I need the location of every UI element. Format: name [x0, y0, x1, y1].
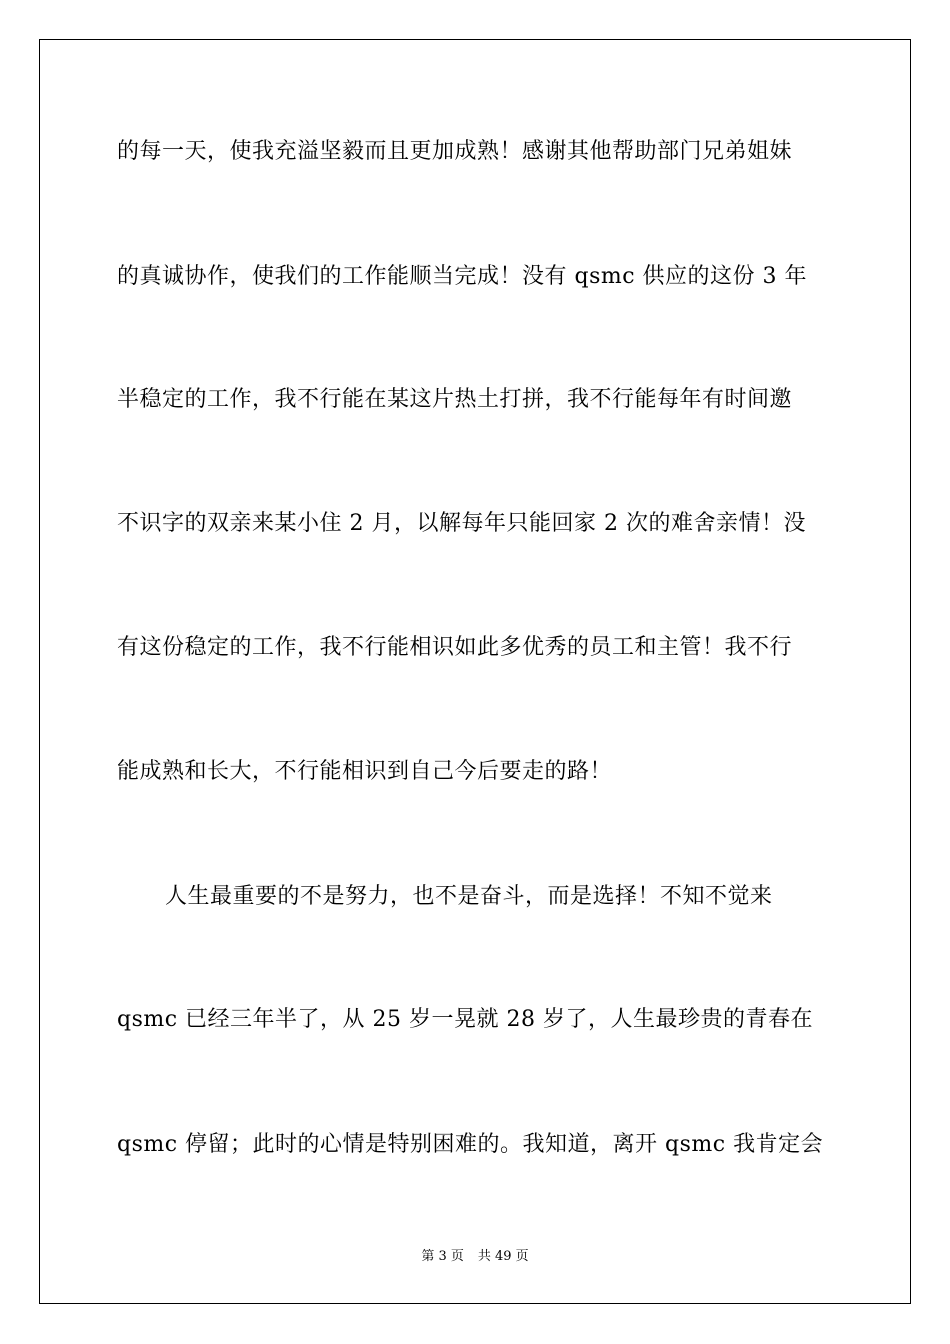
- text-line: 的每一天，使我充溢坚毅而且更加成熟！感谢其他帮助部门兄弟姐妹: [117, 139, 793, 164]
- page-number: 第 3 页: [421, 1249, 464, 1264]
- text-line: qsmc 停留；此时的心情是特别困难的。我知道，离开 qsmc 我肯定会: [117, 1132, 824, 1157]
- text-line: 能成熟和长大，不行能相识到自己今后要走的路！: [117, 759, 613, 784]
- text-line: 的真诚协作，使我们的工作能顺当完成！没有 qsmc 供应的这份 3 年: [117, 264, 808, 289]
- page-total: 共 49 页: [477, 1249, 529, 1264]
- text-line: 有这份稳定的工作，我不行能相识如此多优秀的员工和主管！我不行: [117, 635, 793, 660]
- text-line: 半稳定的工作，我不行能在某这片热土打拼，我不行能每年有时间邀: [117, 387, 793, 412]
- page-footer: [0, 1248, 950, 1266]
- page-border: [39, 39, 911, 1304]
- paragraph-first-line: 人生最重要的不是努力，也不是奋斗，而是选择！不知不觉来: [165, 884, 773, 909]
- text-line: qsmc 已经三年半了，从 25 岁一晃就 28 岁了，人生最珍贵的青春在: [117, 1007, 814, 1032]
- text-line: 不识字的双亲来某小住 2 月，以解每年只能回家 2 次的难舍亲情！没: [117, 511, 806, 536]
